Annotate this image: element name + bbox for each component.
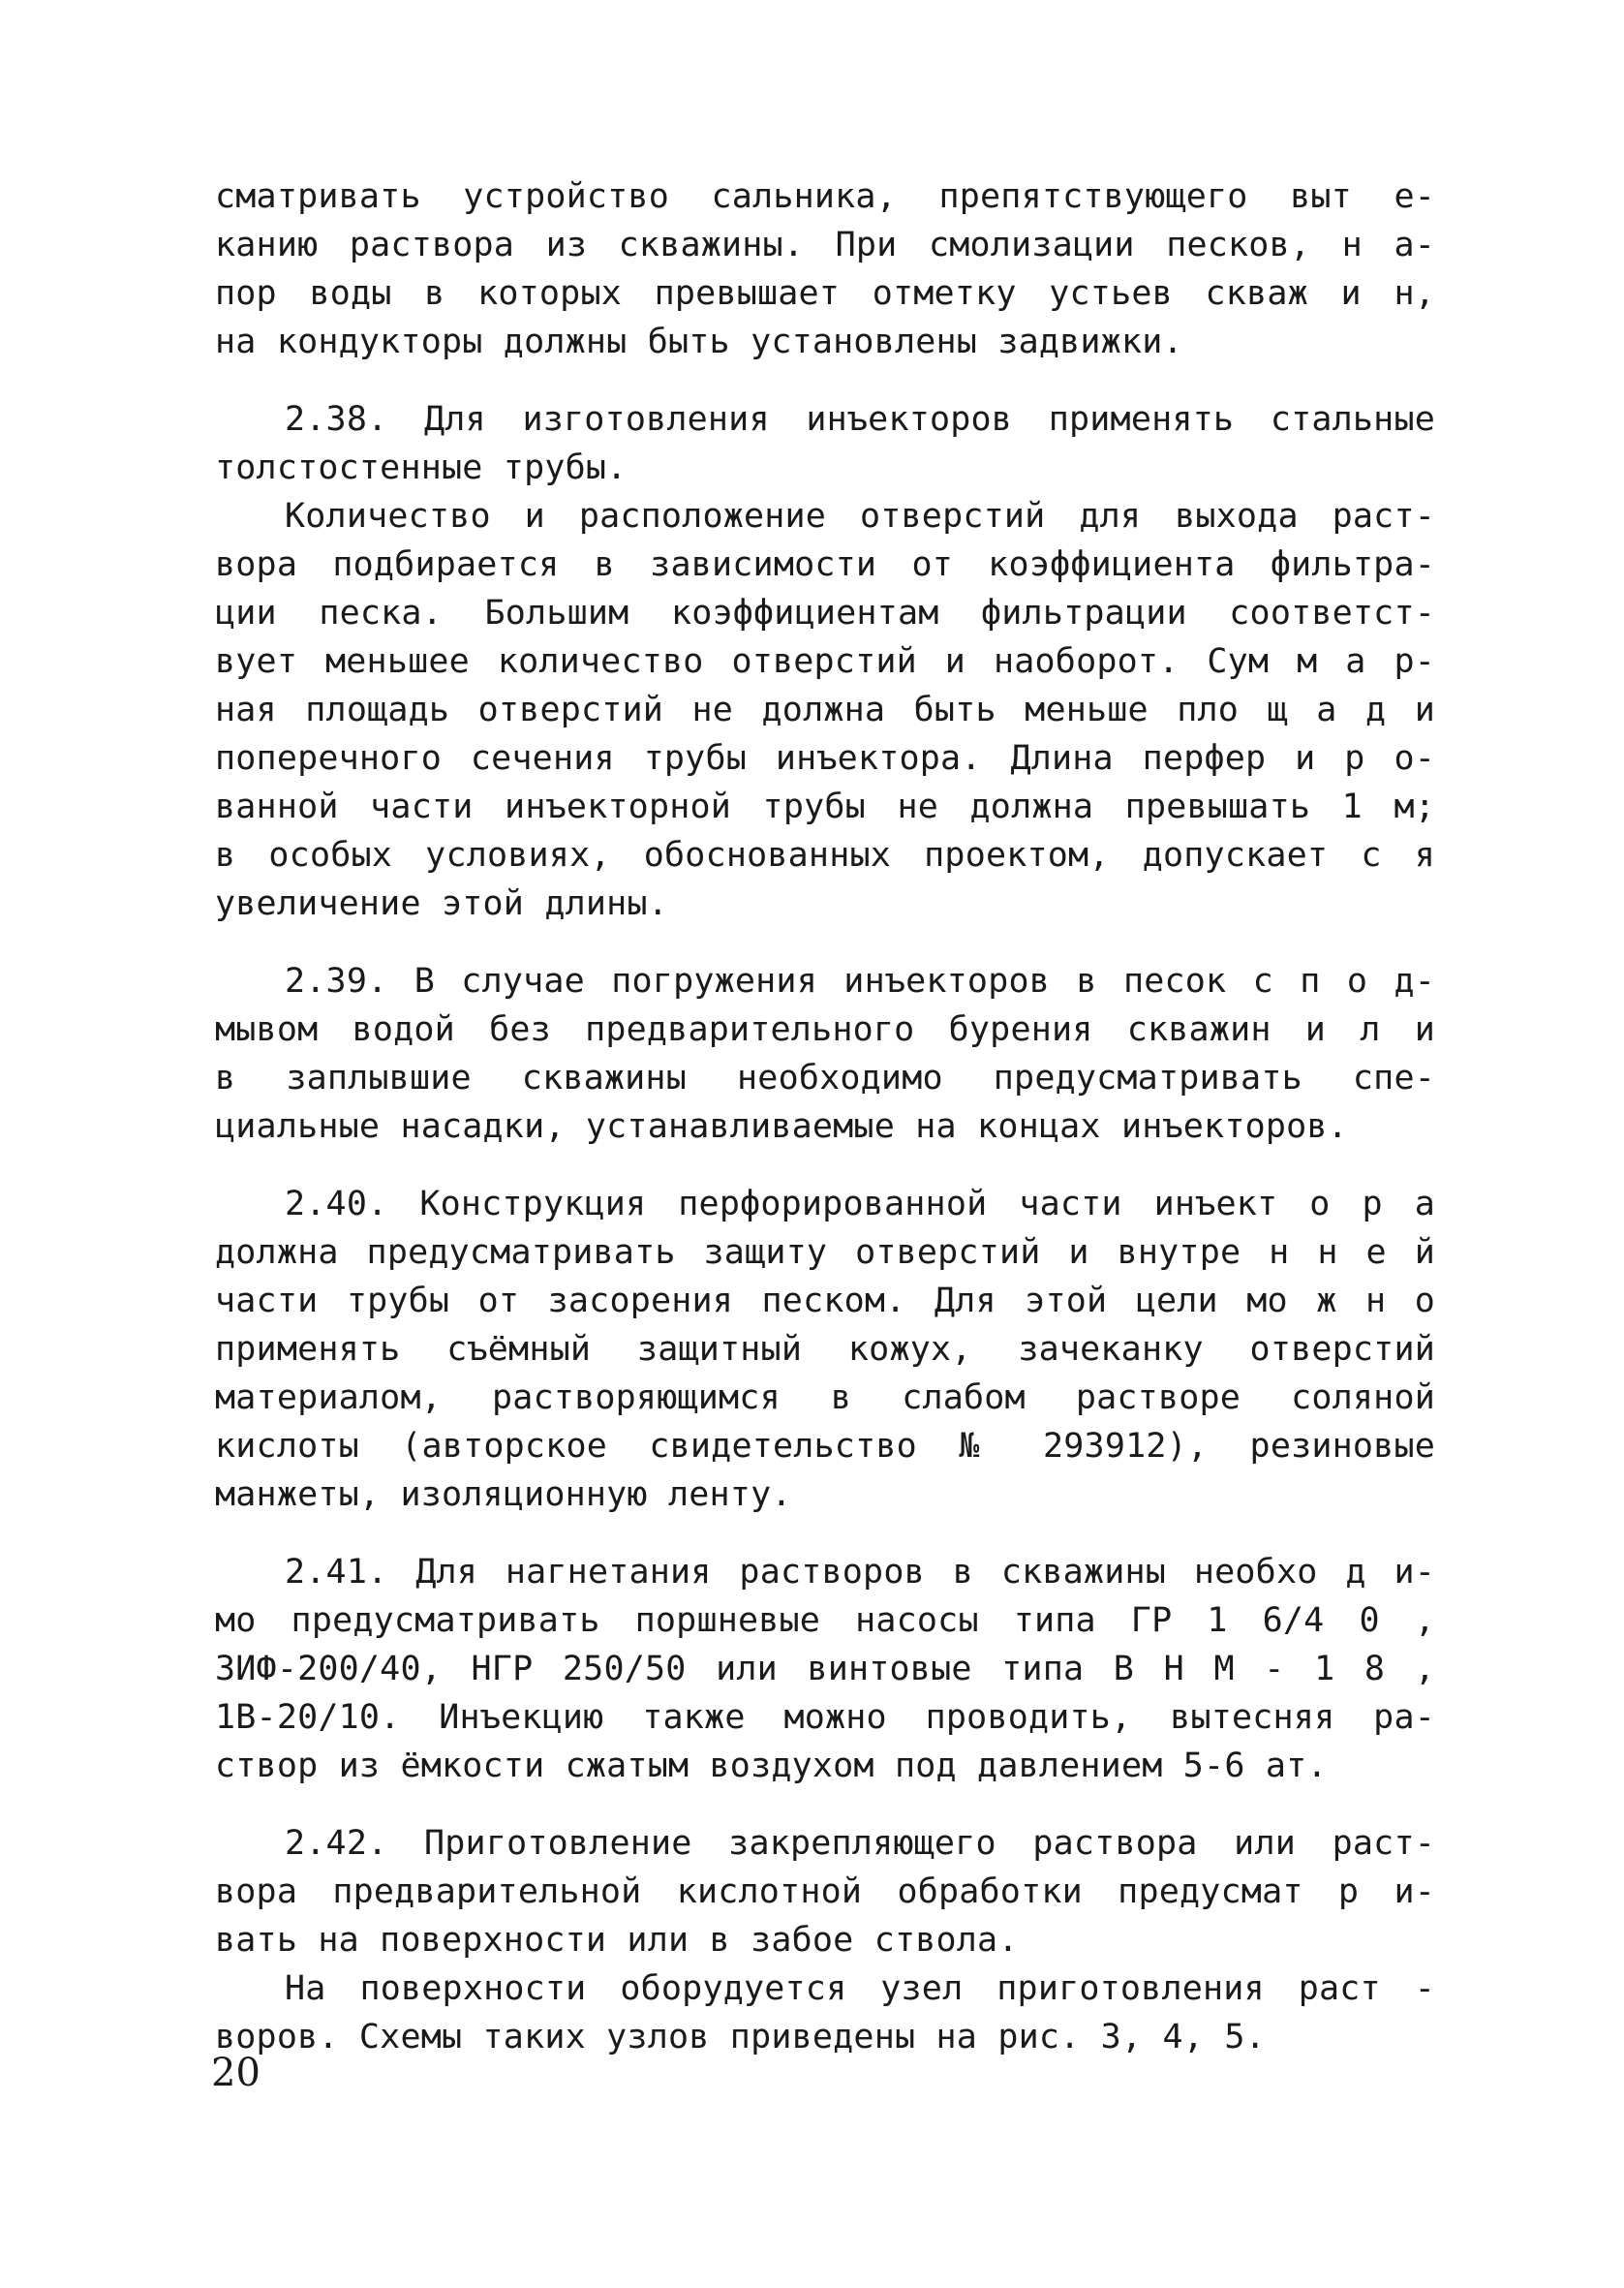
text-line: 2.41. Для нагнетания растворов в скважины необхо д и- <box>285 1553 1435 1592</box>
paragraph <box>215 172 1435 366</box>
text-line: мо предусматривать поршневые насосы типа ГР 1 6/4 0 , <box>215 1601 1435 1640</box>
text-line: ванной части инъекторной трубы не должна превышать 1 м; <box>215 788 1435 826</box>
paragraph <box>215 1964 1435 2061</box>
text-line: в заплывшие скважины необходимо предусматривать спе- <box>215 1059 1435 1098</box>
text-line: 2.39. В случае погружения инъекторов в песок с п о д- <box>285 962 1435 1001</box>
text-line: вора подбирается в зависимости от коэффициента фильтра- <box>215 545 1435 584</box>
text-line: применять съёмный защитный кожух, зачеканку отверстий <box>215 1330 1435 1369</box>
paragraph <box>215 395 1435 492</box>
text-line: материалом, растворяющимся в слабом растворе соляной <box>215 1378 1435 1417</box>
text-line: части трубы от засорения песком. Для этой цели мо ж н о <box>215 1282 1435 1320</box>
text-line: манжеты, изоляционную ленту. <box>215 1475 792 1514</box>
text-line: 1В-20/10. Инъекцию также можно проводить, вытесняя ра- <box>215 1698 1435 1737</box>
text-line: вует меньшее количество отверстий и наоборот. Сум м а р- <box>215 642 1435 681</box>
text-line: кислоты (авторское свидетельство № 293912), резиновые <box>215 1427 1435 1466</box>
text-line: Количество и расположение отверстий для выхода раст- <box>285 497 1435 536</box>
text-line: ная площадь отверстий не должна быть меньше пло щ а д и <box>215 691 1435 729</box>
text-line: вать на поверхности или в забое ствола. <box>215 1921 1019 1960</box>
text-line: должна предусматривать защиту отверстий и внутре н н е й <box>215 1233 1435 1272</box>
text-line: увеличение этой длины. <box>215 884 668 923</box>
text-line: в особых условиях, обоснованных проектом, допускает с я <box>215 836 1435 875</box>
text-line: На поверхности оборудуется узел приготовления раст - <box>285 1969 1435 2008</box>
body-text <box>215 172 1435 2061</box>
paragraph <box>215 1548 1435 1790</box>
text-line: 2.42. Приготовление закрепляющего раствора или раст- <box>285 1824 1435 1863</box>
paragraph <box>215 1180 1435 1519</box>
text-line: вора предварительной кислотной обработки предусмат р и- <box>215 1872 1435 1911</box>
text-line: воров. Схемы таких узлов приведены на рис. 3, 4, 5. <box>215 2018 1266 2056</box>
text-line: циальные насадки, устанавливаемые на концах инъекторов. <box>215 1107 1348 1146</box>
text-line: пор воды в которых превышает отметку устьев скваж и н, <box>215 274 1435 313</box>
paragraph <box>215 957 1435 1151</box>
page-number: 20 <box>211 2051 260 2095</box>
text-line: 2.40. Конструкция перфорированной части инъект о р а <box>285 1185 1435 1223</box>
text-line: поперечного сечения трубы инъектора. Длина перфер и р о- <box>215 739 1435 778</box>
text-line: на кондукторы должны быть установлены задвижки. <box>215 323 1183 361</box>
paragraph <box>215 492 1435 928</box>
text-line: ЗИФ-200/40, НГР 250/50 или винтовые типа В Н М - 1 8 , <box>215 1650 1435 1688</box>
text-line: створ из ёмкости сжатым воздухом под давлением 5-6 ат. <box>215 1747 1328 1785</box>
text-line: сматривать устройство сальника, препятствующего выт е- <box>215 177 1435 216</box>
paragraph <box>215 1819 1435 1964</box>
text-line: 2.38. Для изготовления инъекторов применять стальные <box>285 400 1435 439</box>
text-line: ции песка. Большим коэффициентам фильтрации соответст- <box>215 594 1435 633</box>
text-line: толстостенные трубы. <box>215 448 628 487</box>
text-line: мывом водой без предварительного бурения скважин и л и <box>215 1010 1435 1049</box>
text-line: канию раствора из скважины. При смолизации песков, н а- <box>215 226 1435 264</box>
